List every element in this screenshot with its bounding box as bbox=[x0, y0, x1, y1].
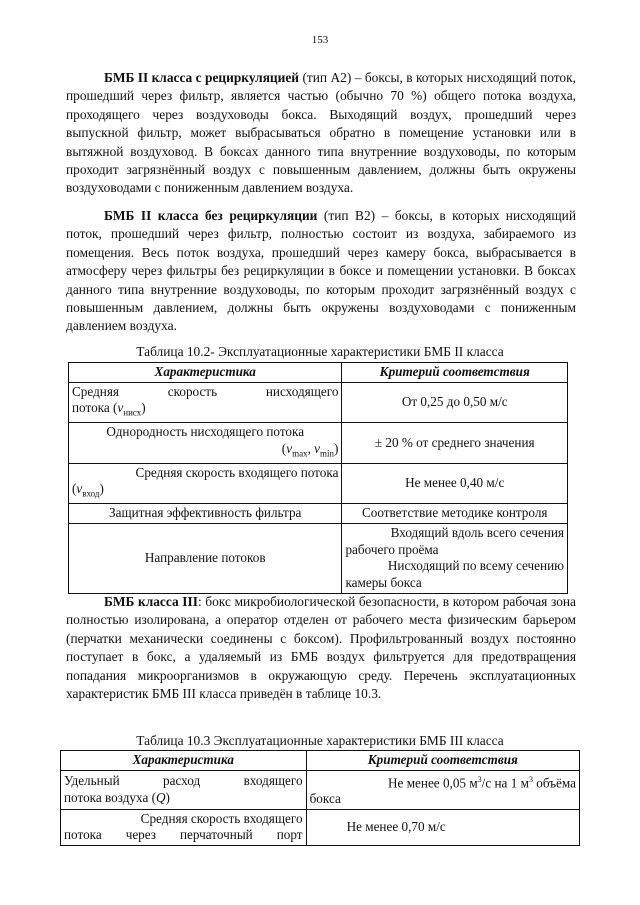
cell-text: Не менее 0,70 м/с bbox=[346, 819, 446, 835]
table-header-row bbox=[69, 363, 568, 383]
paragraph-text: (тип В2) – боксы, в которых нисходящий поток, прошедший через фильтр, полностью состоит из воздуха, забираемого из помещения. Весь поток воздуха, прошедший через камеру бокса, выбрасывается в атмосферу через фильтры без рециркуляции в боксе и помещении установки. В боксах данного типа внутренние воздуховоды, по которым проходит загрязнённый воздух с повышенным давлением, должны быть окружены воздуховодами с пониженным давлением воздуха. bbox=[66, 208, 576, 334]
cell-line: Не менее 0,05 $м^3/с$ на 1 $м^3$ объёма bbox=[388, 774, 576, 790]
table-row bbox=[61, 809, 580, 845]
table-row bbox=[61, 770, 580, 809]
table-cell bbox=[69, 382, 342, 423]
table-cell: Не менее 0,40 м/с bbox=[342, 463, 568, 504]
cell-line: Удельный расход входящего bbox=[64, 773, 303, 789]
table-cell bbox=[69, 463, 342, 504]
table-row bbox=[69, 382, 568, 423]
term-bold: БМБ класса III bbox=[104, 594, 198, 609]
table-caption: Таблица 10.2- Эксплуатационные характеристики БМБ II класса bbox=[136, 344, 504, 359]
table-cell bbox=[306, 770, 579, 809]
header-cell: Характеристика bbox=[69, 363, 342, 383]
cell-line: $(v_{вход})$ bbox=[72, 481, 104, 499]
table-10-2 bbox=[68, 362, 568, 594]
term-bold: БМБ II класса без рециркуляции bbox=[104, 208, 318, 223]
cell-line: Нисходящий по всему сечению bbox=[387, 558, 564, 574]
table-cell: Соответствие методике контроля bbox=[342, 504, 568, 524]
table-row bbox=[69, 523, 568, 593]
table-cell bbox=[306, 809, 579, 845]
header-cell: Критерий соответствия bbox=[342, 363, 568, 383]
cell-line: Входящий вдоль всего сечения bbox=[390, 525, 564, 541]
cell-line: потока воздуха (Q) bbox=[64, 789, 170, 805]
cell-line: Средняя скорость входящего потока bbox=[135, 464, 339, 480]
paragraph-class-ii-a2 bbox=[66, 69, 576, 198]
table-cell: От 0,25 до 0,50 м/с bbox=[342, 382, 568, 423]
header-cell: Критерий соответствия bbox=[306, 751, 579, 771]
table-row bbox=[69, 463, 568, 504]
table-caption: Таблица 10.3 Эксплуатационные характеристики БМБ III класса bbox=[136, 733, 504, 748]
paragraph-text: : бокс микробиологической безопасности, в котором рабочая зона полностью изолирована, а оператор отделен от рабочего места физическим барьером (перчатки механически соединены с боксом). Профильтрованный воздух постоянно поступает в бокс, а удаляемый из БМБ воздух фильтруется для предотвращения попадания микроорганизмов в окружающую среду. Перечень эксплуатационных характеристик БМБ III класса приведён в таблице 10.3. bbox=[66, 594, 576, 702]
table-cell: ± 20 % от среднего значения bbox=[342, 423, 568, 464]
paragraph-text: (тип А2) – боксы, в которых нисходящий поток, прошедший через фильтр, является частью (обычно 70 %) общего потока воздуха, проходящего через воздуховоды бокса. Выходящий воздух, прошедший через выпускной фильтр, может выбрасываться обратно в помещение установки или в вытяжной воздуховод. В боксах данного типа внутренние воздуховоды, по которым проходит загрязнённый воздух с повышенным давлением, должны быть окружены воздуховодами с пониженным давлением воздуха. bbox=[66, 70, 576, 196]
table-header-row bbox=[61, 751, 580, 771]
cell-line: камеры бокса bbox=[345, 574, 422, 590]
table-cell: Защитная эффективность фильтра bbox=[69, 504, 342, 524]
term-bold: БМБ II класса с рециркуляцией bbox=[104, 70, 300, 85]
table-row bbox=[69, 423, 568, 464]
table-10-3 bbox=[60, 750, 580, 846]
table-cell bbox=[69, 423, 342, 464]
table-cell bbox=[61, 770, 307, 809]
cell-line: Средняя скорость входящего bbox=[140, 810, 303, 826]
cell-line: Средняя скорость нисходящего bbox=[72, 383, 339, 399]
paragraph-class-iii bbox=[66, 593, 576, 703]
paragraph-class-ii-b2 bbox=[66, 207, 576, 336]
cell-line: рабочего проёма bbox=[345, 541, 439, 557]
table-cell bbox=[342, 523, 568, 593]
cell-line: потока $(v_{нисх})$ bbox=[72, 400, 146, 418]
cell-line: потока через перчаточный порт bbox=[64, 827, 303, 843]
table-cell bbox=[61, 809, 307, 845]
header-cell: Характеристика bbox=[61, 751, 307, 771]
cell-line: бокса bbox=[309, 791, 341, 807]
table-row bbox=[69, 504, 568, 524]
page-number: 153 bbox=[311, 34, 329, 46]
cell-line: Однородность нисходящего потока bbox=[106, 424, 305, 440]
table-cell: Направление потоков bbox=[69, 523, 342, 593]
cell-line: ($v_{max}$, $v_{min}$) bbox=[281, 440, 339, 459]
